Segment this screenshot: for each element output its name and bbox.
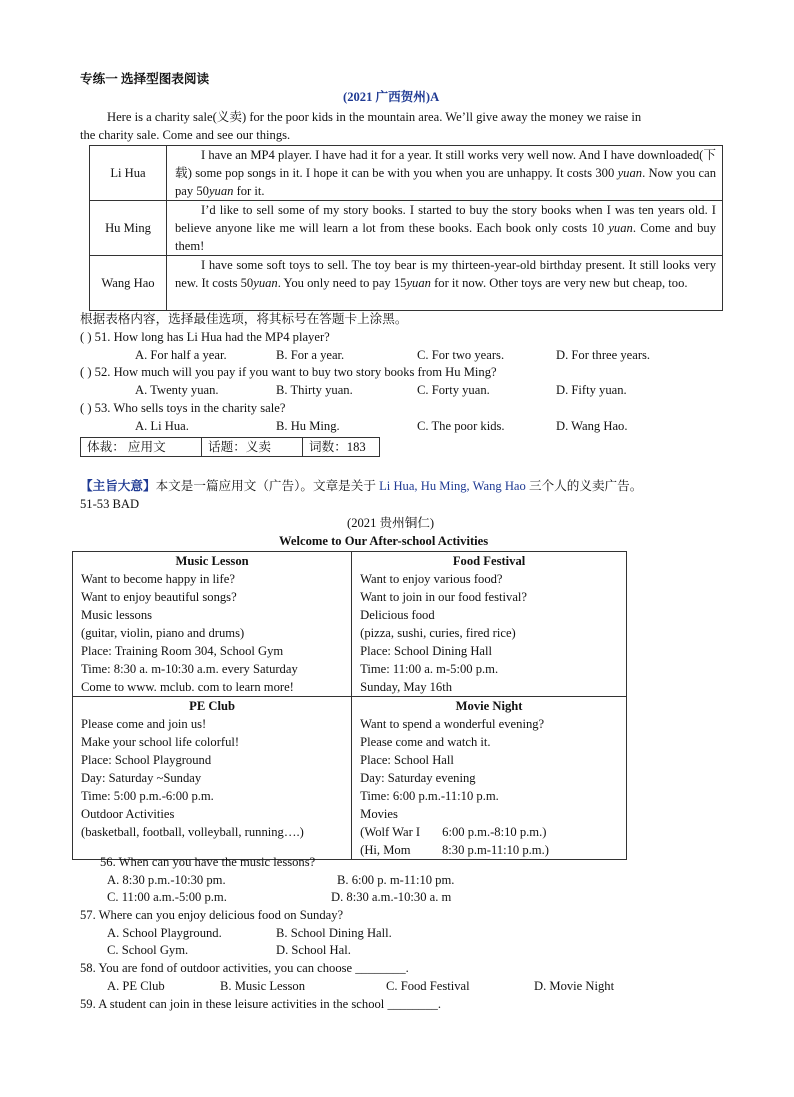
option-b: B. Hu Ming. xyxy=(276,419,340,433)
music-lesson-cell: Music Lesson Want to become happy in life? Want to enjoy beautiful songs? Music lessons (guitar, violin, piano and drums) Place: Training Room 304, School Gym Time: 8:30 a. m-10:30 a.m. every Saturday Come to www. mclub. com to learn more! xyxy=(73,552,352,697)
table-row xyxy=(73,552,627,697)
option-c: C. School Gym. xyxy=(107,943,189,957)
table-row xyxy=(90,146,723,201)
passage-info-table xyxy=(80,437,380,457)
pe-club-cell: PE Club Please come and join us! Make your school life colorful! Place: School Playground Day: Saturday ~Sunday Time: 5:00 p.m.-6:00 p.m. Outdoor Activities (basketball, football, volleyball, running….) xyxy=(73,697,352,860)
passage-b-source: (2021 贵州铜仁) xyxy=(347,516,435,530)
question-58: 58. You are fond of outdoor activities, you can choose ________. xyxy=(80,961,409,975)
option-a: A. PE Club xyxy=(107,979,165,993)
table-row xyxy=(73,697,627,860)
summary: 【主旨大意】本文是一篇应用文（广告）。文章是关于 Li Hua, Hu Ming, Wang Hao 三个人的义卖广告。 xyxy=(80,479,643,493)
seller-name: Wang Hao xyxy=(90,256,167,311)
option-c: C. Food Festival xyxy=(386,979,470,993)
passage-a-intro-cont: the charity sale. Come and see our things. xyxy=(80,128,291,142)
item-description: I have an MP4 player. I have had it for a year. It still works very well now. And I have downloaded(下载) some pop songs in it. I hope it can be with you when you are unhappy. It costs 300 yuan. Now you can pay 50yuan for it. xyxy=(167,146,723,201)
option-c: C. For two years. xyxy=(417,348,505,362)
option-d: D. For three years. xyxy=(556,348,651,362)
option-b: B. Thirty yuan. xyxy=(276,383,353,397)
option-d: D. 8:30 a.m.-10:30 a. m xyxy=(331,890,452,904)
option-a: A. Twenty yuan. xyxy=(135,383,219,397)
option-c: C. The poor kids. xyxy=(417,419,505,433)
table-row xyxy=(90,256,723,311)
question-59: 59. A student can join in these leisure activities in the school ________. xyxy=(80,997,441,1011)
charity-sale-table xyxy=(89,145,723,311)
option-d: D. Movie Night xyxy=(534,979,615,993)
question-56: 56. When can you have the music lessons? xyxy=(100,855,316,869)
option-d: D. Wang Hao. xyxy=(556,419,628,433)
answer-key: 51-53 BAD xyxy=(80,497,140,511)
option-a: A. Li Hua. xyxy=(135,419,189,433)
food-festival-cell: Food Festival Want to enjoy various food? Want to join in our food festival? Delicious food (pizza, sushi, curies, fired rice) Place: School Dining Hall Time: 11:00 a. m-5:00 p.m. Sunday, May 16th xyxy=(352,552,627,697)
question-51: ( ) 51. How long has Li Hua had the MP4 player? xyxy=(80,330,330,344)
option-a: A. For half a year. xyxy=(135,348,227,362)
option-d: D. Fifty yuan. xyxy=(556,383,627,397)
topic-cell: 话题：义卖 xyxy=(202,438,303,457)
option-c: C. Forty yuan. xyxy=(417,383,490,397)
option-a: A. School Playground. xyxy=(107,926,222,940)
activities-table xyxy=(72,551,627,860)
movie-night-cell: Movie Night Want to spend a wonderful evening? Please come and watch it. Place: School Hall Day: Saturday evening Time: 6:00 p.m.-11:10 p.m. Movies (Wolf War I 6:00 p.m.-8:10 p.m.) (Hi, Mom 8:30 p.m-11:10 p.m.) xyxy=(352,697,627,860)
genre-cell: 体裁： 应用文 xyxy=(81,438,202,457)
option-b: B. 6:00 p. m-11:10 pm. xyxy=(337,873,455,887)
option-b: B. Music Lesson xyxy=(220,979,306,993)
option-b: B. School Dining Hall. xyxy=(276,926,392,940)
option-c: C. 11:00 a.m.-5:00 p.m. xyxy=(107,890,227,904)
option-b: B. For a year. xyxy=(276,348,345,362)
passage-a-source: (2021 广西贺州)A xyxy=(343,90,440,104)
summary-label: 【主旨大意】 xyxy=(80,479,156,493)
item-description: I’d like to sell some of my story books. I started to buy the story books when I was ten years old. I believe anyone like me will learn a lot from these books. Each book only costs 10 yuan. Come and buy them! xyxy=(167,201,723,256)
table-row xyxy=(90,201,723,256)
question-53: ( ) 53. Who sells toys in the charity sale? xyxy=(80,401,286,415)
option-d: D. School Hal. xyxy=(276,943,351,957)
item-description: I have some soft toys to sell. The toy bear is my thirteen-year-old birthday present. It still looks very new. It costs 50yuan. You only need to pay 15yuan for it now. Other toys are very new but cheap, too. xyxy=(167,256,723,311)
seller-name: Hu Ming xyxy=(90,201,167,256)
section-title: 专练一 选择型图表阅读 xyxy=(80,72,210,86)
option-a: A. 8:30 p.m.-10:30 pm. xyxy=(107,873,226,887)
question-57: 57. Where can you enjoy delicious food on Sunday? xyxy=(80,908,344,922)
instruction: 根据表格内容，选择最佳选项，将其标号在答题卡上涂黑。 xyxy=(80,312,408,326)
passage-a-intro: Here is a charity sale(义卖) for the poor kids in the mountain area. We’ll give away the money we raise in xyxy=(107,110,642,124)
seller-name: Li Hua xyxy=(90,146,167,201)
word-count-cell: 词数：183 xyxy=(303,438,380,457)
activities-title: Welcome to Our After-school Activities xyxy=(279,534,489,548)
question-52: ( ) 52. How much will you pay if you want to buy two story books from Hu Ming? xyxy=(80,365,497,379)
